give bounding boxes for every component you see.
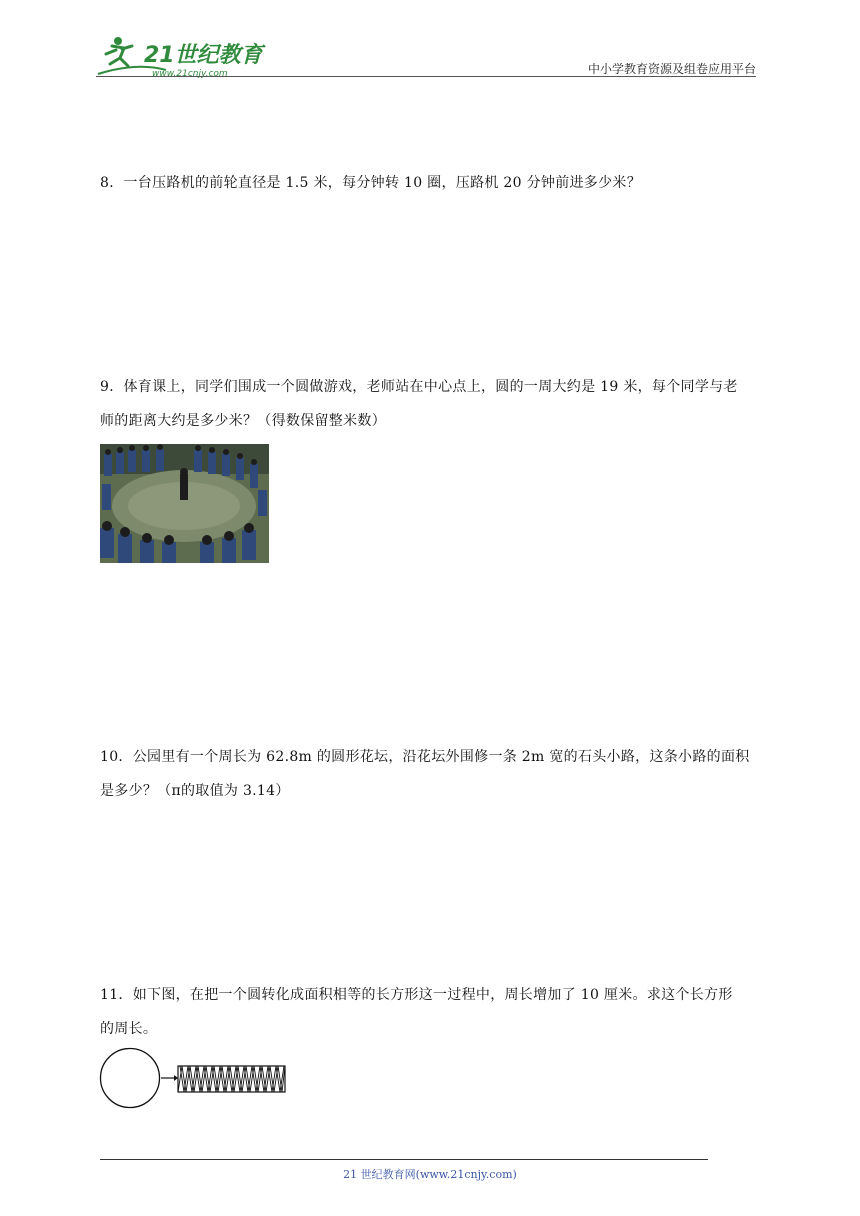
students-circle-photo — [100, 444, 269, 563]
question-line: 10．公园里有一个周长为 62.8m 的圆形花坛，沿花坛外围修一条 2m 宽的石头小路，这条小路的面积 — [100, 749, 750, 765]
question-line: 9．体育课上，同学们围成一个圆做游戏，老师站在中心点上，圆的一周大约是 19 米，每个同学与老 — [100, 379, 738, 395]
logo-url: www.21cnjy.com — [152, 69, 228, 78]
circle-shape — [101, 1049, 160, 1108]
question-line: 11．如下图，在把一个圆转化成面积相等的长方形这一过程中，周长增加了 10 厘米。求这个长方形 — [100, 987, 733, 1003]
question-line: 师的距离大约是多少米？（得数保留整米数） — [100, 413, 386, 429]
page-header — [96, 30, 756, 78]
question-8 — [100, 166, 764, 200]
circle-to-rectangle-figure — [98, 1046, 290, 1110]
footer-divider — [100, 1159, 708, 1160]
question-9 — [100, 370, 764, 438]
logo-text: 21世纪教育 — [144, 43, 263, 68]
question-line: 的周长。 — [100, 1021, 158, 1037]
question-line: 是多少？（π的取值为 3.14） — [100, 783, 290, 799]
logo-21cnjy — [96, 34, 266, 78]
platform-title: 中小学教育资源及组卷应用平台 — [587, 62, 756, 76]
header-divider — [96, 76, 756, 77]
arrow-head — [174, 1075, 178, 1081]
question-10 — [100, 740, 764, 808]
footer-text: 21 世纪教育网(www.21cnjy.com) — [343, 1168, 517, 1181]
question-line: 8．一台压路机的前轮直径是 1.5 米，每分钟转 10 圈，压路机 20 分钟前进多少米？ — [100, 175, 641, 191]
question-11 — [100, 978, 764, 1046]
